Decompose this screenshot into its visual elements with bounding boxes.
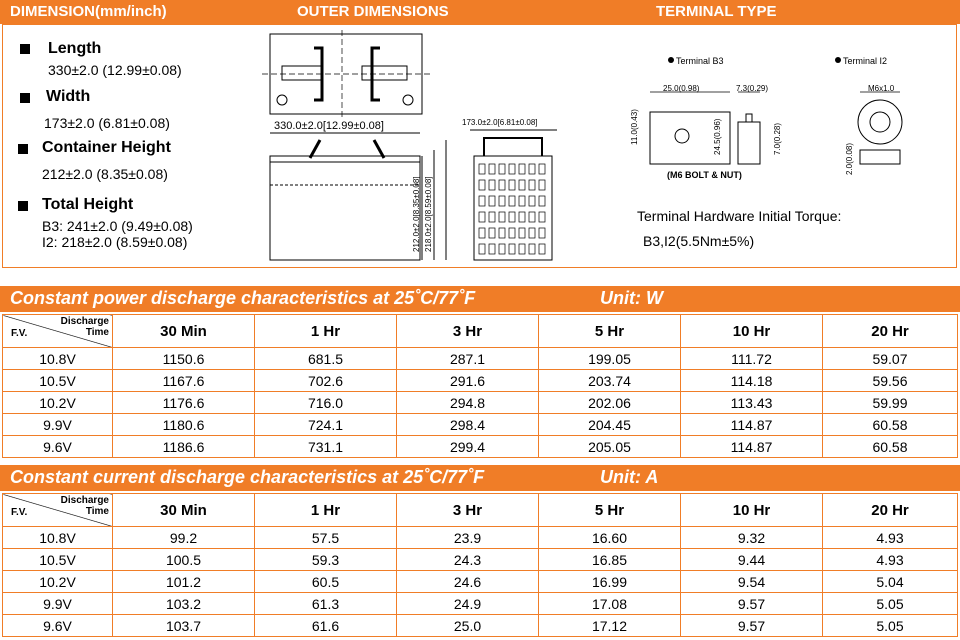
- table-cell: 199.05: [539, 348, 681, 370]
- power-section-title: Constant power discharge characteristics at 25˚C/77˚F: [10, 288, 476, 308]
- column-header: 3 Hr: [397, 494, 539, 527]
- table-corner-cell: [3, 315, 113, 348]
- column-header: 1 Hr: [255, 315, 397, 348]
- table-cell: 25.0: [397, 615, 539, 637]
- total-height-b3: B3: 241±2.0 (9.49±0.08): [42, 218, 193, 234]
- bullet-square-icon: [20, 44, 30, 54]
- height-dimension-1: 212.0±2.0[8.35±0.08]: [412, 176, 421, 252]
- table-cell: 205.05: [539, 436, 681, 458]
- table-cell: 57.5: [255, 527, 397, 549]
- table-cell: 16.99: [539, 571, 681, 593]
- table-cell: 100.5: [113, 549, 255, 571]
- table-header-row: [3, 315, 958, 348]
- fv-cell: 9.6V: [3, 436, 113, 458]
- table-cell: 1186.6: [113, 436, 255, 458]
- fv-cell: 10.5V: [3, 549, 113, 571]
- table-row: [3, 370, 958, 392]
- table-row: [3, 615, 958, 637]
- table-cell: 24.3: [397, 549, 539, 571]
- table-cell: 103.2: [113, 593, 255, 615]
- table-cell: 114.87: [681, 414, 823, 436]
- corner-fv-label: F.V.: [11, 507, 28, 518]
- bullet-square-icon: [18, 201, 28, 211]
- total-height-label: Total Height: [42, 196, 134, 213]
- table-cell: 24.9: [397, 593, 539, 615]
- fv-cell: 10.2V: [3, 571, 113, 593]
- terminal-dim-25: 25.0(0.98): [663, 84, 700, 93]
- column-header: 3 Hr: [397, 315, 539, 348]
- table-cell: 17.08: [539, 593, 681, 615]
- table-cell: 59.99: [823, 392, 958, 414]
- table-row: [3, 549, 958, 571]
- table-cell: 16.85: [539, 549, 681, 571]
- table-cell: 9.57: [681, 593, 823, 615]
- table-row: [3, 436, 958, 458]
- table-row: [3, 527, 958, 549]
- total-height-i2: I2: 218±2.0 (8.59±0.08): [42, 234, 188, 250]
- table-cell: 1167.6: [113, 370, 255, 392]
- power-unit-label: Unit: W: [600, 288, 663, 308]
- table-cell: 5.05: [823, 615, 958, 637]
- width-label: Width: [46, 88, 91, 105]
- torque-label: Terminal Hardware Initial Torque:: [637, 208, 842, 224]
- current-section-title: Constant current discharge characteristics at 25˚C/77˚F: [10, 467, 485, 487]
- terminal-m6-label: M6x1.0: [868, 84, 895, 93]
- table-row: [3, 571, 958, 593]
- table-cell: 9.44: [681, 549, 823, 571]
- table-cell: 4.93: [823, 549, 958, 571]
- column-header: 1 Hr: [255, 494, 397, 527]
- container-height-label: Container Height: [42, 139, 171, 156]
- length-value: 330±2.0 (12.99±0.08): [48, 62, 182, 78]
- table-cell: 724.1: [255, 414, 397, 436]
- table-cell: 9.32: [681, 527, 823, 549]
- terminal-dim-24-5: 24.5(0.96): [713, 118, 722, 155]
- current-unit-label: Unit: A: [600, 467, 659, 487]
- table-cell: 16.60: [539, 527, 681, 549]
- table-cell: 61.6: [255, 615, 397, 637]
- length-label: Length: [48, 40, 102, 57]
- column-header: 5 Hr: [539, 494, 681, 527]
- terminal-dim-11: 11.0(0.43): [630, 109, 639, 145]
- table-cell: 59.3: [255, 549, 397, 571]
- table-cell: 299.4: [397, 436, 539, 458]
- corner-discharge-label: Discharge: [60, 495, 109, 506]
- table-cell: 4.93: [823, 527, 958, 549]
- fv-cell: 10.8V: [3, 348, 113, 370]
- table-cell: 294.8: [397, 392, 539, 414]
- width-value: 173±2.0 (6.81±0.08): [44, 115, 170, 131]
- terminal-dim-2: 2.0(0.08): [845, 142, 854, 175]
- fv-cell: 9.9V: [3, 414, 113, 436]
- column-header: 5 Hr: [539, 315, 681, 348]
- power-section-band: [0, 286, 960, 312]
- fv-cell: 10.5V: [3, 370, 113, 392]
- table-cell: 291.6: [397, 370, 539, 392]
- table-cell: 1150.6: [113, 348, 255, 370]
- table-cell: 24.6: [397, 571, 539, 593]
- current-section-band: [0, 465, 960, 491]
- table-row: [3, 392, 958, 414]
- column-header: 10 Hr: [681, 315, 823, 348]
- header-band: [0, 0, 960, 24]
- table-cell: 60.58: [823, 436, 958, 458]
- terminal-type-title: TERMINAL TYPE: [656, 3, 777, 20]
- table-cell: 5.04: [823, 571, 958, 593]
- outer-dimensions-title: OUTER DIMENSIONS: [297, 3, 449, 20]
- table-cell: 103.7: [113, 615, 255, 637]
- table-cell: 298.4: [397, 414, 539, 436]
- power-discharge-table: [2, 314, 958, 458]
- table-cell: 59.56: [823, 370, 958, 392]
- side-dimension-label: 173.0±2.0[6.81±0.08]: [462, 118, 538, 127]
- table-corner-cell: [3, 494, 113, 527]
- fv-cell: 10.8V: [3, 527, 113, 549]
- bullet-square-icon: [20, 93, 30, 103]
- table-cell: 5.05: [823, 593, 958, 615]
- table-cell: 101.2: [113, 571, 255, 593]
- table-cell: 716.0: [255, 392, 397, 414]
- table-cell: 204.45: [539, 414, 681, 436]
- column-header: 20 Hr: [823, 315, 958, 348]
- corner-time-label: Time: [85, 327, 109, 338]
- terminal-drawing: [620, 52, 920, 182]
- height-dimension-2: 218.0±2.0[8.59±0.08]: [424, 176, 433, 252]
- current-discharge-table: [2, 493, 958, 637]
- corner-discharge-label: Discharge: [60, 316, 109, 327]
- corner-time-label: Time: [85, 506, 109, 517]
- table-cell: 114.18: [681, 370, 823, 392]
- torque-value: B3,I2(5.5Nm±5%): [643, 233, 755, 249]
- table-cell: 9.54: [681, 571, 823, 593]
- table-cell: 702.6: [255, 370, 397, 392]
- table-cell: 23.9: [397, 527, 539, 549]
- table-cell: 287.1: [397, 348, 539, 370]
- table-header-row: [3, 494, 958, 527]
- table-cell: 1176.6: [113, 392, 255, 414]
- table-cell: 114.87: [681, 436, 823, 458]
- table-cell: 1180.6: [113, 414, 255, 436]
- bolt-label: (M6 BOLT & NUT): [667, 170, 742, 180]
- table-row: [3, 593, 958, 615]
- terminal-dim-7-3: 7.3(0.29): [736, 84, 769, 93]
- dimension-title: DIMENSION(mm/inch): [10, 3, 167, 20]
- table-cell: 111.72: [681, 348, 823, 370]
- terminal-dim-7: 7.0(0.28): [773, 122, 782, 155]
- container-height-value: 212±2.0 (8.35±0.08): [42, 166, 168, 182]
- bullet-square-icon: [18, 144, 28, 154]
- table-row: [3, 414, 958, 436]
- column-header: 20 Hr: [823, 494, 958, 527]
- table-cell: 60.5: [255, 571, 397, 593]
- table-cell: 203.74: [539, 370, 681, 392]
- table-cell: 99.2: [113, 527, 255, 549]
- fv-cell: 9.6V: [3, 615, 113, 637]
- fv-cell: 10.2V: [3, 392, 113, 414]
- column-header: 30 Min: [113, 494, 255, 527]
- terminal-i2-label: Terminal I2: [843, 56, 888, 66]
- table-cell: 113.43: [681, 392, 823, 414]
- column-header: 30 Min: [113, 315, 255, 348]
- table-cell: 59.07: [823, 348, 958, 370]
- corner-fv-label: F.V.: [11, 328, 28, 339]
- column-header: 10 Hr: [681, 494, 823, 527]
- table-cell: 731.1: [255, 436, 397, 458]
- table-cell: 60.58: [823, 414, 958, 436]
- top-dimension-label: 330.0±2.0[12.99±0.08]: [274, 120, 384, 132]
- table-cell: 681.5: [255, 348, 397, 370]
- table-cell: 202.06: [539, 392, 681, 414]
- table-cell: 9.57: [681, 615, 823, 637]
- terminal-b3-label: Terminal B3: [676, 56, 724, 66]
- table-cell: 61.3: [255, 593, 397, 615]
- fv-cell: 9.9V: [3, 593, 113, 615]
- table-row: [3, 348, 958, 370]
- table-cell: 17.12: [539, 615, 681, 637]
